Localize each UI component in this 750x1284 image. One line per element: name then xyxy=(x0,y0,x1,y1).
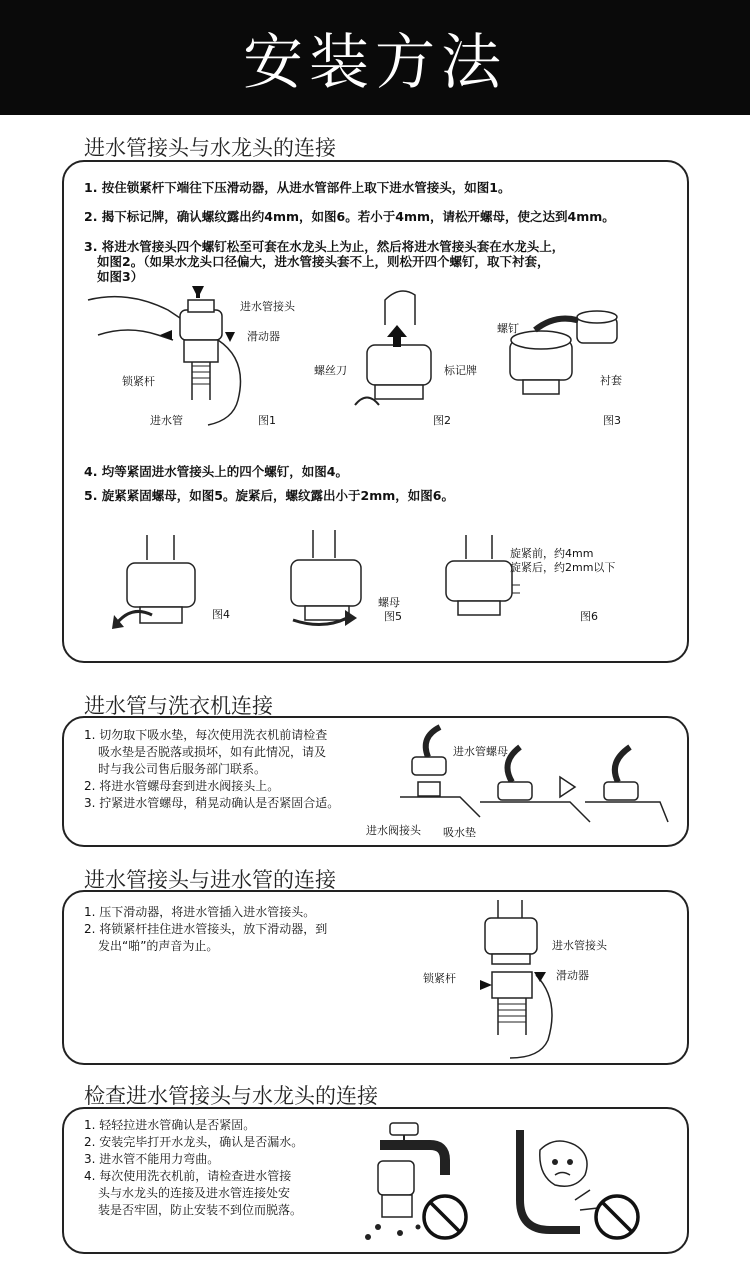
step-1-2: 2. 揭下标记牌，确认螺纹露出约4mm，如图6。若小于4mm，请松开螺母，使之达到4mm。 xyxy=(84,209,615,224)
pipe-label-slider: 滑动器 xyxy=(556,969,589,982)
step-2-2: 2. 将进水管螺母套到进水阀接头上。 xyxy=(84,779,280,793)
section-title-check-connection: 检查进水管接头与水龙头的连接 xyxy=(84,1084,378,1108)
fig2-label-screwdriver: 螺丝刀 xyxy=(314,364,347,377)
step-4-4b: 头与水龙头的连接及进水管连接处安 xyxy=(98,1186,291,1200)
banner-title: 安装方法 xyxy=(243,27,507,98)
step-2-1b: 吸水垫是否脱落或损坏，如有此情况，请及 xyxy=(98,745,327,759)
step-1-1: 1. 按住锁紧杆下端往下压滑动器，从进水管部件上取下进水管接头，如图1。 xyxy=(84,180,511,195)
prohibited-icon-leak xyxy=(420,1192,470,1242)
section-title-faucet-connection: 进水管接头与水龙头的连接 xyxy=(84,136,336,160)
fig6-label-before: 旋紧前，约4mm xyxy=(510,547,594,560)
step-4-2: 2. 安装完毕打开水龙头，确认是否漏水。 xyxy=(84,1135,304,1149)
section-title-washer-connection: 进水管与洗衣机连接 xyxy=(84,694,273,718)
fig4-caption: 图4 xyxy=(212,608,230,621)
washer-label-nut: 进水管螺母 xyxy=(453,745,508,758)
step-2-3: 3. 拧紧进水管螺母，稍晃动确认是否紧固合适。 xyxy=(84,796,340,810)
fig1-label-lever: 锁紧杆 xyxy=(122,375,155,388)
step-1-4: 4. 均等紧固进水管接头上的四个螺钉，如图4。 xyxy=(84,464,348,479)
step-3-2a: 2. 将锁紧杆挂住进水管接头，放下滑动器，到 xyxy=(84,922,328,936)
step-2-1a: 1. 切勿取下吸水垫，每次使用洗衣机前请检查 xyxy=(84,728,328,742)
figure-4-illustration xyxy=(112,535,212,630)
step-4-4a: 4. 每次使用洗衣机前，请检查进水管接 xyxy=(84,1169,292,1183)
figure-3-illustration xyxy=(505,305,635,405)
fig1-label-connector: 进水管接头 xyxy=(240,300,295,313)
step-3-1: 1. 压下滑动器，将进水管插入进水管接头。 xyxy=(84,905,316,919)
section-title-pipe-connection: 进水管接头与进水管的连接 xyxy=(84,868,336,892)
step-1-3b: 如图2。（如果水龙头口径偏大，进水管接头套不上，则松开四个螺钉，取下衬套， xyxy=(97,254,550,269)
pipe-label-lever: 锁紧杆 xyxy=(423,972,456,985)
step-2-1c: 时与我公司售后服务部门联系。 xyxy=(98,762,267,776)
fig3-caption: 图3 xyxy=(603,414,621,427)
fig1-label-pipe: 进水管 xyxy=(150,414,183,427)
fig5-caption: 图5 xyxy=(384,610,402,623)
step-4-4c: 装是否牢固，防止安装不到位而脱落。 xyxy=(98,1203,303,1217)
figure-5-illustration xyxy=(283,530,383,630)
step-1-3a: 3. 将进水管接头四个螺钉松至可套在水龙头上为止，然后将进水管接头套在水龙头上， xyxy=(84,239,565,254)
washer-label-pad: 吸水垫 xyxy=(443,826,476,839)
figure-2-illustration xyxy=(355,285,465,415)
fig2-label-tag: 标记牌 xyxy=(444,364,477,377)
washer-connection-illustration xyxy=(400,722,670,832)
fig1-caption: 图1 xyxy=(258,414,276,427)
pipe-label-connector: 进水管接头 xyxy=(552,939,607,952)
step-4-1: 1. 轻轻拉进水管确认是否紧固。 xyxy=(84,1118,256,1132)
fig3-label-screw: 螺钉 xyxy=(497,322,519,335)
banner xyxy=(0,0,750,115)
fig5-label-nut: 螺母 xyxy=(378,596,400,609)
prohibited-icon-bend xyxy=(592,1192,642,1242)
step-1-3c: 如图3） xyxy=(97,269,144,284)
fig6-caption: 图6 xyxy=(580,610,598,623)
washer-label-valve: 进水阀接头 xyxy=(366,824,421,837)
fig1-label-slider: 滑动器 xyxy=(247,330,280,343)
fig2-caption: 图2 xyxy=(433,414,451,427)
step-3-2b: 发出“啪”的声音为止。 xyxy=(98,939,219,953)
step-1-5: 5. 旋紧紧固螺母，如图5。旋紧后，螺纹露出小于2mm，如图6。 xyxy=(84,488,454,503)
fig6-label-after: 旋紧后，约2mm以下 xyxy=(510,561,616,574)
step-4-3: 3. 进水管不能用力弯曲。 xyxy=(84,1152,220,1166)
pipe-connection-illustration xyxy=(460,900,570,1060)
fig3-label-bushing: 衬套 xyxy=(600,374,622,387)
